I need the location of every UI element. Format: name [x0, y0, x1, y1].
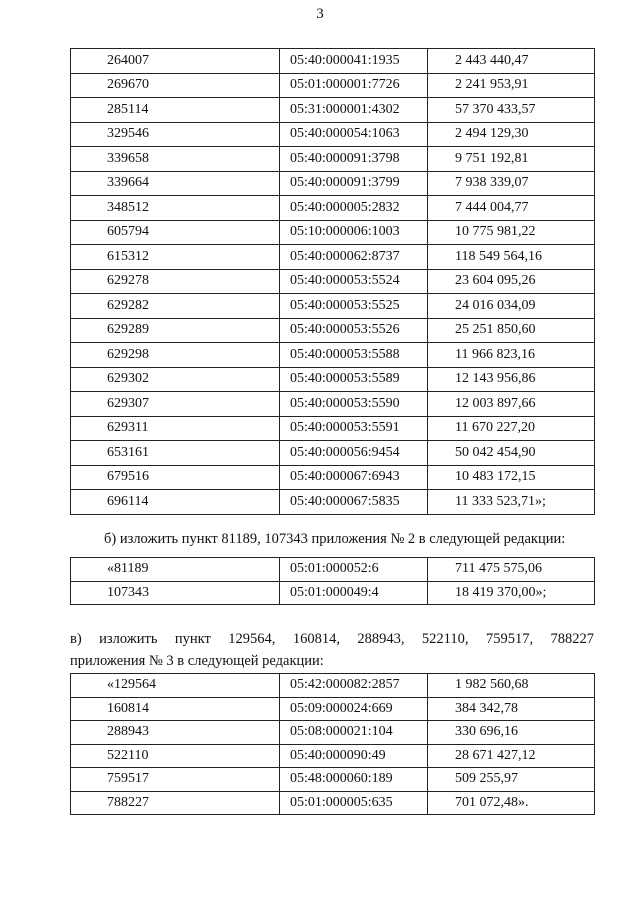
cadastral-value-cell: 9 751 192,81 [428, 147, 595, 172]
cadastral-value-cell: 7 444 004,77 [428, 196, 595, 221]
table-row [71, 697, 595, 721]
table-row [71, 768, 595, 792]
table-row [71, 441, 595, 466]
cadastral-value-cell: 12 003 897,66 [428, 392, 595, 417]
cadastral-number-cell: 05:40:000062:8737 [280, 245, 428, 270]
table-row [71, 581, 595, 605]
table-row [71, 367, 595, 392]
entry-number-cell: 339658 [71, 147, 280, 172]
table-row [71, 721, 595, 745]
cadastral-value-cell: 384 342,78 [428, 697, 595, 721]
entry-number-cell: 160814 [71, 697, 280, 721]
cadastral-number-cell: 05:40:000053:5590 [280, 392, 428, 417]
cadastral-value-cell: 7 938 339,07 [428, 171, 595, 196]
cadastral-value-cell: 28 671 427,12 [428, 744, 595, 768]
entry-number-cell: 329546 [71, 122, 280, 147]
table-row [71, 294, 595, 319]
entry-number-cell: 629307 [71, 392, 280, 417]
cadastral-number-cell: 05:40:000067:5835 [280, 490, 428, 515]
cadastral-value-cell: 10 775 981,22 [428, 220, 595, 245]
table-row [71, 245, 595, 270]
entry-number-cell: 615312 [71, 245, 280, 270]
paragraph-v-line-2: приложения № 3 в следующей редакции: [70, 653, 324, 669]
table-row [71, 73, 595, 98]
entry-number-cell: 264007 [71, 49, 280, 74]
entry-number-cell: 107343 [71, 581, 280, 605]
cadastral-value-cell: 25 251 850,60 [428, 318, 595, 343]
entry-number-cell: 269670 [71, 73, 280, 98]
entry-number-cell: 522110 [71, 744, 280, 768]
table-row [71, 490, 595, 515]
cadastral-number-cell: 05:40:000090:49 [280, 744, 428, 768]
cadastral-number-cell: 05:40:000053:5524 [280, 269, 428, 294]
cadastral-value-cell: 118 549 564,16 [428, 245, 595, 270]
entry-number-cell: 605794 [71, 220, 280, 245]
cadastral-number-cell: 05:48:000060:189 [280, 768, 428, 792]
table-2-body [71, 558, 595, 605]
table-row [71, 465, 595, 490]
table-row [71, 49, 595, 74]
cadastral-number-cell: 05:31:000001:4302 [280, 98, 428, 123]
entry-number-cell: 629278 [71, 269, 280, 294]
entry-number-cell: 348512 [71, 196, 280, 221]
table-row [71, 791, 595, 815]
cadastral-number-cell: 05:40:000041:1935 [280, 49, 428, 74]
entry-number-cell: 653161 [71, 441, 280, 466]
cadastral-value-cell: 57 370 433,57 [428, 98, 595, 123]
cadastral-number-cell: 05:01:000049:4 [280, 581, 428, 605]
cadastral-value-cell: 11 333 523,71»; [428, 490, 595, 515]
cadastral-value-cell: 11 670 227,20 [428, 416, 595, 441]
cadastral-number-cell: 05:40:000091:3799 [280, 171, 428, 196]
cadastral-value-cell: 23 604 095,26 [428, 269, 595, 294]
table-row [71, 220, 595, 245]
paragraph-v-line-1: в) изложить пункт 129564, 160814, 288943, 522110, 759517, 788227 [70, 631, 594, 647]
entry-number-cell: 629282 [71, 294, 280, 319]
cadastral-number-cell: 05:40:000005:2832 [280, 196, 428, 221]
cadastral-value-cell: 10 483 172,15 [428, 465, 595, 490]
cadastral-number-cell: 05:40:000091:3798 [280, 147, 428, 172]
table-row [71, 744, 595, 768]
cadastral-value-cell: 509 255,97 [428, 768, 595, 792]
cadastral-value-cell: 2 494 129,30 [428, 122, 595, 147]
table-row [71, 147, 595, 172]
cadastral-number-cell: 05:40:000053:5591 [280, 416, 428, 441]
entry-number-cell: 288943 [71, 721, 280, 745]
table-3-body [71, 674, 595, 815]
table-row [71, 171, 595, 196]
cadastral-value-cell: 1 982 560,68 [428, 674, 595, 698]
entry-number-cell: 679516 [71, 465, 280, 490]
entry-number-cell: 285114 [71, 98, 280, 123]
cadastral-number-cell: 05:40:000054:1063 [280, 122, 428, 147]
cadastral-number-cell: 05:42:000082:2857 [280, 674, 428, 698]
table-row [71, 196, 595, 221]
entry-number-cell: 339664 [71, 171, 280, 196]
paragraph-b: б) изложить пункт 81189, 107343 приложения № 2 в следующей редакции: [104, 531, 566, 547]
entry-number-cell: «129564 [71, 674, 280, 698]
cadastral-value-cell: 24 016 034,09 [428, 294, 595, 319]
cadastral-number-cell: 05:09:000024:669 [280, 697, 428, 721]
cadastral-value-cell: 11 966 823,16 [428, 343, 595, 368]
cadastral-number-cell: 05:40:000053:5589 [280, 367, 428, 392]
cadastral-value-cell: 701 072,48». [428, 791, 595, 815]
entry-number-cell: 629298 [71, 343, 280, 368]
table-1-body [71, 49, 595, 515]
cadastral-number-cell: 05:40:000053:5588 [280, 343, 428, 368]
cadastral-number-cell: 05:40:000067:6943 [280, 465, 428, 490]
table-row [71, 98, 595, 123]
cadastral-value-cell: 12 143 956,86 [428, 367, 595, 392]
entry-number-cell: 696114 [71, 490, 280, 515]
cadastral-number-cell: 05:01:000005:635 [280, 791, 428, 815]
entry-number-cell: «81189 [71, 558, 280, 582]
table-row [71, 416, 595, 441]
cadastral-value-cell: 330 696,16 [428, 721, 595, 745]
cadastral-value-cell: 50 042 454,90 [428, 441, 595, 466]
cadastral-value-table-2 [70, 557, 595, 605]
cadastral-value-cell: 18 419 370,00»; [428, 581, 595, 605]
cadastral-value-table-1 [70, 48, 595, 515]
table-row [71, 343, 595, 368]
cadastral-number-cell: 05:01:000052:6 [280, 558, 428, 582]
entry-number-cell: 629289 [71, 318, 280, 343]
cadastral-value-table-3 [70, 673, 595, 815]
table-row [71, 392, 595, 417]
table-row [71, 674, 595, 698]
table-row [71, 122, 595, 147]
entry-number-cell: 788227 [71, 791, 280, 815]
table-row [71, 269, 595, 294]
page-number: 3 [316, 6, 324, 22]
table-row [71, 318, 595, 343]
entry-number-cell: 759517 [71, 768, 280, 792]
entry-number-cell: 629311 [71, 416, 280, 441]
table-row [71, 558, 595, 582]
cadastral-number-cell: 05:40:000053:5526 [280, 318, 428, 343]
cadastral-value-cell: 711 475 575,06 [428, 558, 595, 582]
cadastral-number-cell: 05:08:000021:104 [280, 721, 428, 745]
cadastral-number-cell: 05:10:000006:1003 [280, 220, 428, 245]
cadastral-number-cell: 05:40:000053:5525 [280, 294, 428, 319]
cadastral-value-cell: 2 241 953,91 [428, 73, 595, 98]
cadastral-number-cell: 05:01:000001:7726 [280, 73, 428, 98]
cadastral-number-cell: 05:40:000056:9454 [280, 441, 428, 466]
cadastral-value-cell: 2 443 440,47 [428, 49, 595, 74]
entry-number-cell: 629302 [71, 367, 280, 392]
